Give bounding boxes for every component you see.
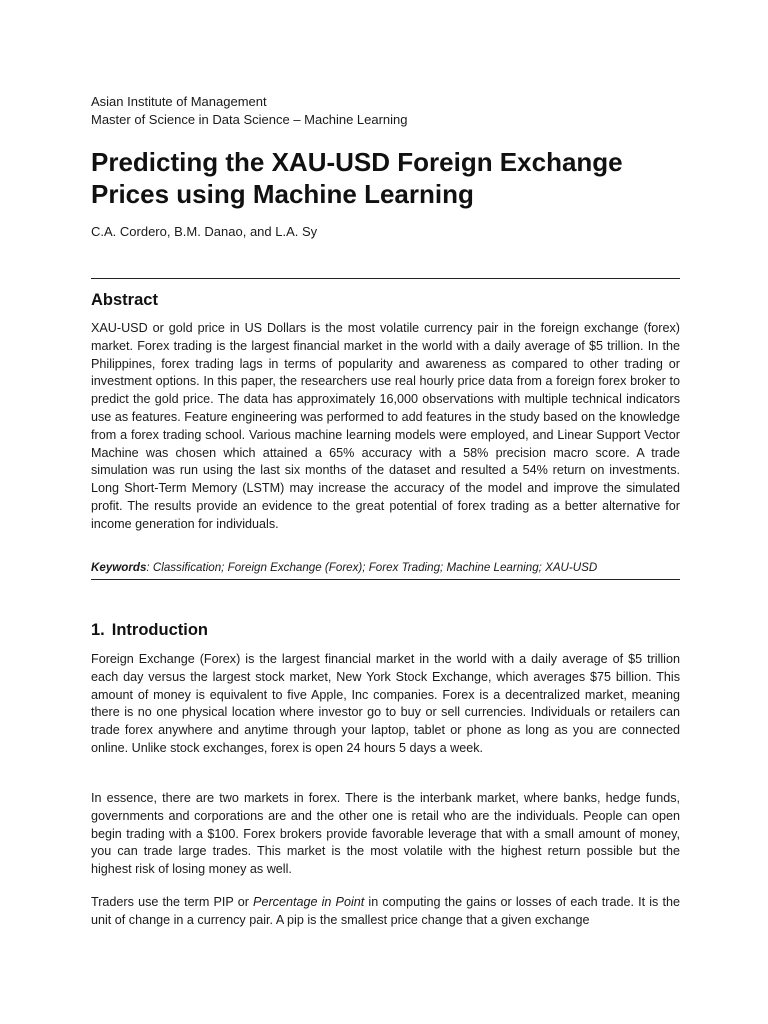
title-line-1: Predicting the XAU-USD Foreign Exchange [91, 147, 623, 177]
intro-paragraph-3 [91, 894, 680, 930]
abstract-heading: Abstract [91, 291, 158, 309]
intro-paragraph-2: In essence, there are two markets in forex. There is the interbank market, where banks, hedge funds, governments and corporations are and the other one is retail who are the individuals. People can open begin trading with a $100. Forex brokers provide favorable leverage that with a small amount of money, you can trade large trades. This market is the most volatile with the highest return possible but the highest risk of losing money as well. [91, 791, 680, 877]
abstract-text: XAU-USD or gold price in US Dollars is the most volatile currency pair in the foreign exchange (forex) market. Forex trading is the largest financial market in the world with a daily average of $5 trillion. In the Philippines, forex trading lags in terms of popularity and awareness as compared to other trading or investment options. In this paper, the researchers use real hourly price data from a foreign forex broker to predict the gold price. The data has approximately 16,000 observations with multiple technical indicators use as features. Feature engineering was performed to add features in the study based on the knowledge from a forex trading school. Various machine learning models were employed, and Linear Support Vector Machine was chosen which attained a 65% accuracy with a 58% precision macro score. A trade simulation was run using the last six months of the dataset and resulted a 54% return on investments. Long Short-Term Memory (LSTM) may increase the accuracy of the model and improve the simulated profit. The results provide an evidence to the great potential of forex trading as a better alternative for income generation for individuals. [91, 321, 680, 531]
keywords-label: Keywords [91, 561, 147, 574]
section-number: 1. [91, 621, 105, 639]
para3-end: in computing the gains or losses of each trade. It is the unit of change in a currency pair. A pip is the smallest price change that a given exchange [91, 895, 680, 927]
program-name: Master of Science in Data Science – Machine Learning [91, 112, 408, 127]
keywords [91, 560, 680, 576]
authors: C.A. Cordero, B.M. Danao, and L.A. Sy [91, 224, 318, 239]
paper-title [91, 146, 691, 210]
institution-header [91, 93, 408, 129]
para3-italic-term: Percentage in Point [253, 895, 365, 909]
divider-top [91, 278, 680, 279]
title-line-2: Prices using Machine Learning [91, 179, 474, 209]
para3-start: Traders use the term PIP or [91, 895, 254, 909]
keywords-list: : Classification; Foreign Exchange (Forex); Forex Trading; Machine Learning; XAU-USD [146, 561, 598, 574]
section-title: Introduction [111, 621, 208, 639]
intro-paragraph-1: Foreign Exchange (Forex) is the largest financial market in the world with a daily average of $5 trillion each day versus the largest stock market, New York Stock Exchange, which averages $75 billion. This amount of money is equivalent to five Apple, Inc companies. Forex is a decentralized market, meaning there is no one physical location where investor go to buy or sell currencies. Individuals or retailers can trade forex anywhere and anytime through your laptop, tablet or phone as long as you are connected online. Unlike stock exchanges, forex is open 24 hours 5 days a week. [91, 652, 680, 755]
institution-name: Asian Institute of Management [91, 94, 267, 109]
introduction-heading [91, 619, 208, 641]
divider-bottom [91, 579, 680, 580]
